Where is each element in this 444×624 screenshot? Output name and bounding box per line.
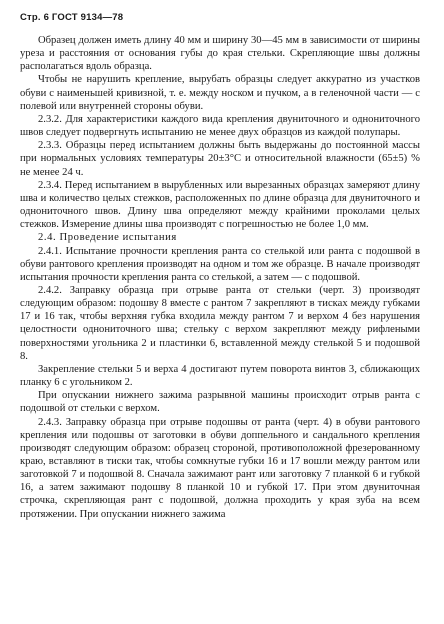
paragraph: Образец должен иметь длину 40 мм и ширину 30—45 мм в зависимости от ширины уреза и расстояния от основания губы до края стельки. Скрепляющие швы должны располагаться вдоль образца. bbox=[20, 35, 420, 73]
page-header: Стр. 6 ГОСТ 9134—78 bbox=[20, 12, 124, 23]
paragraph: При опускании нижнего зажима разрывной машины происходит отрыв ранта с подошвой от стельки с верхом. bbox=[20, 390, 420, 415]
paragraph: 2.4.2. Заправку образца при отрыве ранта от стельки (черт. 3) производят следующим образом: подошву 8 вместе с рантом 7 закрепляют в тисках между губками 17 и 16 так, чтобы верхняя губка входила между рантом 7 и верхом 4 без нарушения целостности однониточного шва; стельку с верхом закрепляют между рифлеными поверхностями угольника 2 и пластинки 6, вставленной между стелькой 5 и подошвой 8. bbox=[20, 284, 420, 362]
paragraph: 2.3.2. Для характеристики каждого вида крепления двуниточного и однониточного швов следует подвергнуть испытанию не менее двух образцов из каждой полупары. bbox=[20, 113, 420, 139]
paragraph: 2.4.3. Заправку образца при отрыве подошвы от ранта (черт. 4) в обуви рантового крепления или подошвы от заготовки в обуви доппельного и сандального крепления производят следующим образом: образец стороной, противоположной фрезерованному краю, вставляют в тиски так, чтобы сомкнутые губки 16 и 17 вошли между рантом или заготовкой 7 и подошвой 8. Сначала зажимают рант или заготовку 7 планкой 6 и губкой 16, а затем зажимают подошву 8 планкой 10 и губкой 17. При этом двуниточная строчка, скрепляющая рант с подошвой, должна проходить у края зуба на всем протяжении. При опускании нижнего зажима bbox=[20, 416, 420, 520]
paragraph: Закрепление стельки 5 и верха 4 достигают путем поворота винтов 3, сближающих планку 6 с угольником 2. bbox=[20, 363, 420, 389]
paragraph: 2.3.3. Образцы перед испытанием должны быть выдержаны до постоянной массы при нормальных условиях температуры 20±3°С и относительной влажности (65±5) % не менее 24 ч. bbox=[20, 140, 420, 178]
paragraph: 2.3.4. Перед испытанием в вырубленных или вырезанных образцах замеряют длину шва и количество целых стежков, расположенных по длине образца для двуниточного и однониточного швов. Длину шва определяют между крайними проколами целых стежков. Измерение длины шва производят с погрешностью не более 1,0 мм. bbox=[20, 179, 420, 231]
section-heading: 2.4. Проведение испытания bbox=[38, 232, 177, 244]
paragraph: Чтобы не нарушить крепление, вырубать образцы следует аккуратно из участков обуви с наименьшей кривизной, т. е. между носком и пучком, а в геленочной части — с полевой или внутренней стороны обуви. bbox=[20, 74, 420, 112]
paragraph: 2.4.1. Испытание прочности крепления ранта со стелькой или ранта с подошвой в обуви рантового крепления производят на одном и том же образце. В начале производят испытания прочности крепления ранта со стелькой, а затем — с подошвой. bbox=[20, 245, 420, 283]
document-body bbox=[20, 34, 420, 521]
